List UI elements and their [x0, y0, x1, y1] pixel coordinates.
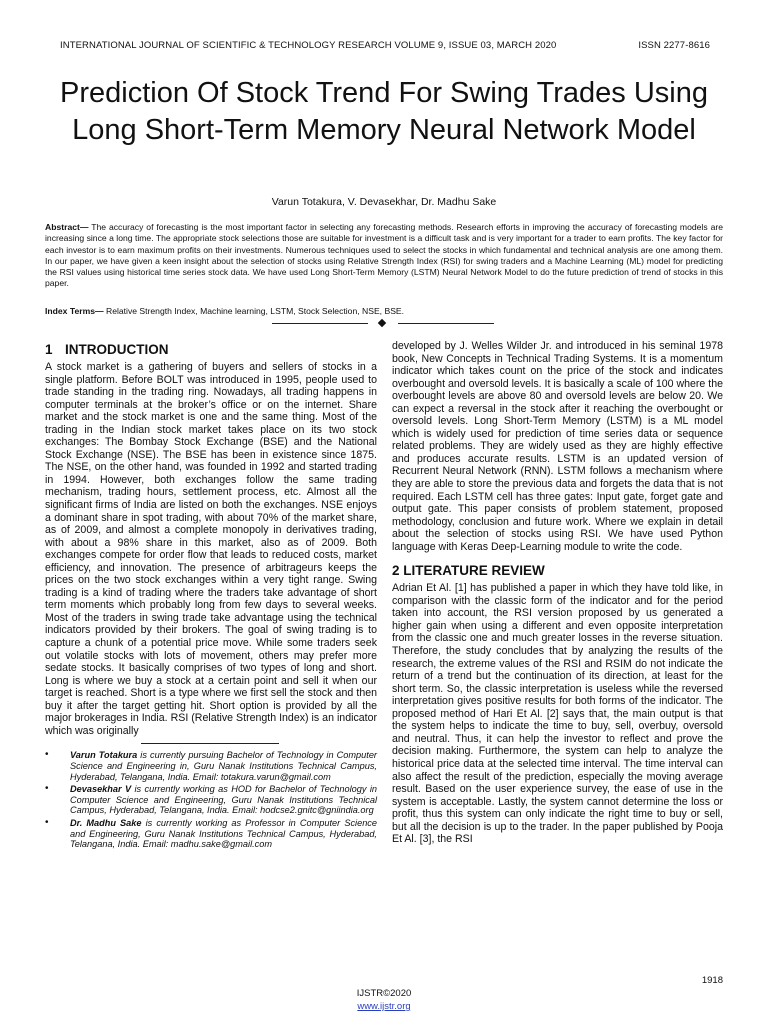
abstract-text: The accuracy of forecasting is the most important factor in selecting any forecasting methods. Research efforts in improving the accuracy of forecasting models are increasing since a long time. The appropriate stock selections those are suitable for investment is a difficult task and is very important for a trader to earn profits. The key factor for each investor is to earn maximum profits on their investments. Numerous techniques used to select the stocks in which fundamental and technical analysis are one among them. In our paper, we have given a keen insight about the selection of stocks using Relative Strength Index (RSI) for swing traders and a Machine Learning (ML) model for predicting the RSI values using historical time series stock data. We have used Long Short-Term Memory (LSTM) Neural Network Model to do the future prediction of trend of stocks in this paper.: [45, 222, 723, 289]
section-title: INTRODUCTION: [65, 342, 169, 357]
introduction-paragraph: A stock market is a gathering of buyers and sellers of stocks in a single platform. Before BOLT was introduced in 1995, people used to trade standing in the trading ring. Nowadays, all trading happens in computer terminals at the broker’s office or on the internet. Share market and the stock market is one and the same thing. Most of the trading in the Indian stock market takes place on its two stock exchanges: The Bombay Stock Exchange (BSE) and the National Stock Exchange (NSE). The BSE has been in existence since 1875. The NSE, on the other hand, was founded in 1992 and started trading in 1994. However, both exchanges follow the same trading mechanism, trading hours, settlement process, etc. Almost all the significant firms of India are listed on both the exchanges. NSE enjoys a dominant share in spot trading, with about 70% of the market share, as of 2009, and almost a complete monopoly in derivatives trading, with about a 98% share in this market, also as of 2009. Both exchanges compete for order flow that leads to reduced costs, market efficiency, and innovation. The presence of arbitrageurs keeps the prices on the two stock exchanges within a very tight range. Swing trading is a kind of trading where the traders take advantage of short term moments which probably long from few days to several weeks. Most of the traders in swing trade take advantage using the technical indicators provided by their brokers. The goal of swing trading is to capture a chunk of a potential price move. While some traders seek out volatile stocks with lots of movement, others may prefer more sedate stocks. It basically comprises of two types of long and short. Long is where we buy a stock at a certain point and sell it when our target is reached. Short is a type where we first sell the stock and then buy it after the target getting hit. Short option is provided by all the major brokerages in India. RSI (Relative Strength Index) is an indicator which was originally: [45, 361, 377, 737]
footnote-author-name: Devasekhar V: [70, 784, 132, 795]
index-terms: [45, 306, 723, 317]
journal-name: INTERNATIONAL JOURNAL OF SCIENTIFIC & TECHNOLOGY RESEARCH VOLUME 9, ISSUE 03, MARCH 2020: [60, 40, 557, 51]
footnote-rule: [141, 743, 279, 744]
page-footer: [0, 987, 768, 1013]
diamond-icon: [378, 319, 386, 327]
abstract: [45, 222, 723, 290]
footnote-author-name: Varun Totakura: [70, 750, 138, 761]
bullet-icon: •: [45, 749, 49, 761]
author-list: Varun Totakura, V. Devasekhar, Dr. Madhu Sake: [271, 196, 497, 208]
abstract-label: Abstract—: [45, 222, 89, 232]
left-column: [45, 340, 377, 852]
footnote-item: [45, 784, 377, 816]
bullet-icon: •: [45, 783, 49, 795]
section-heading-introduction: [45, 342, 377, 358]
right-column: [392, 340, 723, 846]
divider-line-right: [398, 323, 494, 324]
footnote-author-name: Dr. Madhu Sake: [70, 817, 142, 828]
footnote-text: is currently pursuing Bachelor of Technology in Computer Science and Engineering in, Guru Nanak Institutions Technical Campus, Hyderabad, Telangana, India. Email: totakura.varun@gmail.com: [70, 750, 377, 782]
paper-title: Prediction Of Stock Trend For Swing Trades Using Long Short-Term Memory Neural Network Model: [60, 77, 708, 146]
bullet-icon: •: [45, 816, 49, 828]
section-divider: [0, 318, 768, 330]
introduction-continuation: developed by J. Welles Wilder Jr. and introduced in his seminal 1978 book, New Concepts in Technical Trading Systems. It is a momentum indicator which takes count on the price of the stock and indicates overbought and oversold levels. It is basically a scale of 100 where the overbought levels are above 80 and oversold levels are below 20. We can expect a reversal in the stock after it reaching the overbought or oversold levels. Long Short-Term Memory (LSTM) is a ML model which is widely used for prediction of time series data or sequence related problems. They are widely used as they are highly effective and produces accurate results. LSTM is an updated version of Recurrent Neural Network (RNN). LSTM follows a mechanism where they are able to store the previous data and forgets the data that is not required. Each LSTM cell has three gates: Input gate, forget gate and output gate. This paper consists of problem statement, proposed methodology, conclusion and future work. Where we explain in detail about the selection of stocks using RSI. We have used Python language with Keras Deep-Learning module to write the code.: [392, 340, 723, 553]
literature-review-paragraph: Adrian Et Al. [1] has published a paper in which they have told like, in comparison with the classic form of the indicator and for the period taken into account, the RSI version proposed by us generated a higher gain when using a different and even opposite interpretation from the classic one and much greater losses in the reverse situation. Therefore, the study concludes that by analyzing the results of the research, the extreme values of the RSI and RSIM do not indicate the return of a trend but the continuation of its direction, at least for the short term. So, the classic interpretation is useless while the reversed interpretation gives positive results for both forms of the indicator. The proposed method of Hari Et Al. [2] says that, the main output is that the system helps to indicate the time to buy, sell, overbuy, oversold and neutral. Thus, it can help the investor to reflect and prove the decision making. Furthermore, the system can help to analyze the historical price data at the selected time interval. The time interval can also affect the result of the prediction, especially the moving average result. Based on the user experience survey, the ease of use in the system is acceptable. Lastly, the system cannot determine the loss or profit, thus this system can only indicate the right time to buy or sell, but all the decision is up to the trader. In the paper published by Pooja Et Al. [3], the RSI: [392, 582, 723, 846]
section-number: 1: [45, 342, 53, 357]
footnote-text: is currently working as Professor in Computer Science and Engineering, Guru Nanak Institutions Technical Campus, Hyderabad, Telangana, India. Email: madhu.sake@gmail.com: [70, 817, 378, 850]
footnote-item: [45, 818, 377, 850]
index-terms-label: Index Terms—: [45, 306, 104, 316]
divider-line-left: [272, 323, 368, 324]
issn: ISSN 2277-8616: [638, 40, 710, 51]
section-heading-literature-review: 2 LITERATURE REVIEW: [392, 563, 545, 579]
author-footnotes: [45, 750, 377, 849]
journal-website-link[interactable]: www.ijstr.org: [357, 1001, 411, 1012]
footnote-text: is currently working as HOD for Bachelor of Technology in Computer Science and Engineering, Guru Nanak Institutions Technical Campus, Hyderabad, Telangana, India. Email: hodcse2.gnitc@gniindia.org: [70, 784, 377, 816]
footer-copyright: IJSTR©2020: [356, 988, 412, 999]
footnote-item: [45, 750, 377, 782]
page-number: 1918: [701, 975, 723, 986]
index-terms-text: Relative Strength Index, Machine learning, LSTM, Stock Selection, NSE, BSE.: [103, 306, 405, 316]
